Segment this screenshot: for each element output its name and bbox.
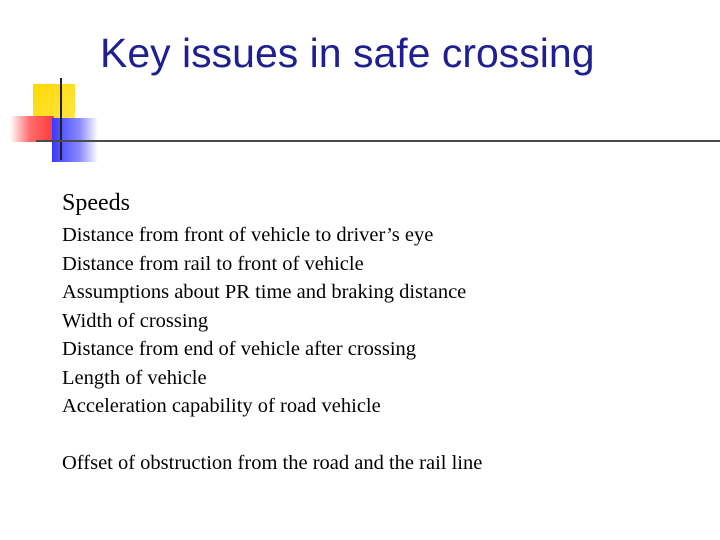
- list-item: Distance from end of vehicle after crossing: [62, 338, 417, 360]
- list-item: Acceleration capability of road vehicle: [62, 395, 381, 417]
- final-list-item: Offset of obstruction from the road and the rail line: [62, 451, 483, 474]
- vertical-rule: [60, 78, 62, 160]
- list-item: Distance from rail to front of vehicle: [62, 252, 364, 275]
- title-underline-rule: [36, 140, 720, 142]
- list-item: Distance from front of vehicle to driver’s eye: [62, 224, 434, 246]
- spacer: [62, 421, 702, 449]
- red-square-decoration: [10, 116, 54, 142]
- slide-body: [62, 187, 702, 477]
- list-item: Length of vehicle: [62, 366, 207, 389]
- slide-title: Key issues in safe crossing: [100, 30, 595, 76]
- list-item: Width of crossing: [62, 309, 209, 332]
- speeds-heading: Speeds: [62, 190, 130, 216]
- list-item: Assumptions about PR time and braking distance: [62, 281, 467, 303]
